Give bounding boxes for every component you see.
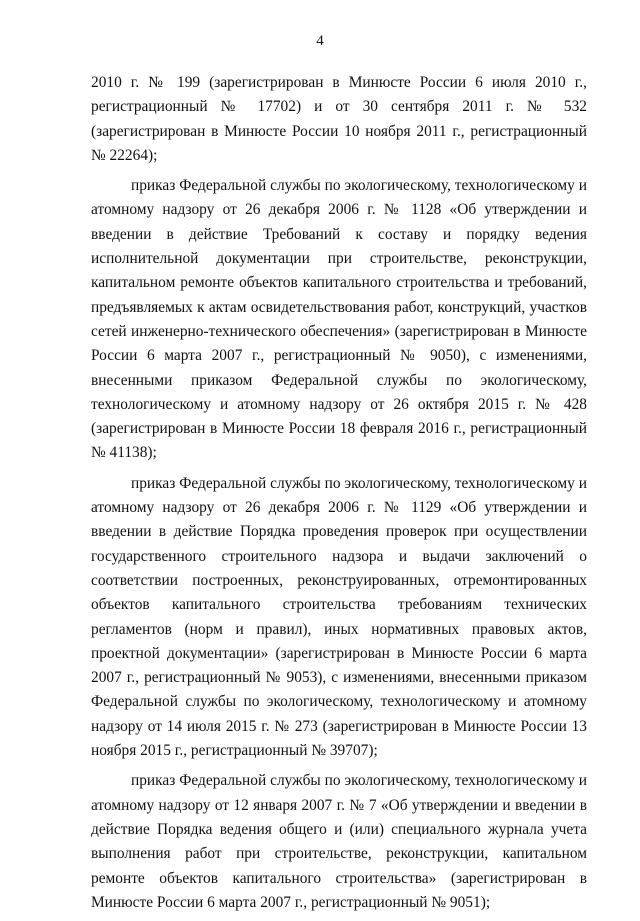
paragraph-order-1129: приказ Федеральной службы по экологическому, технологическому и атомному надзору от 26 декабря 2006 г. № 1129 «Об утверждении и введении в действие Порядка проведения проверок при осуществлении государственного строительного надзора и выдачи заключений о соответствии построенных, реконструированных, отремонтированных объектов капитального строительства требованиям технических регламентов (норм и правил), иных нормативных правовых актов, проектной документации» (зарегистрирован в Минюсте России 6 марта 2007 г., регистрационный № 9053), с изменениями, внесенными приказом Федеральной службы по экологическому, технологическому и атомному надзору от 14 июля 2015 г. № 273 (зарегистрирован в Минюсте России 13 ноября 2015 г., регистрационный № 39707); xyxy=(91,474,587,760)
paragraph-order-1128: приказ Федеральной службы по экологическому, технологическому и атомному надзору от 26 декабря 2006 г. № 1128 «Об утверждении и введении в действие Требований к составу и порядку ведения исполнительной документации при строительстве, реконструкции, капитальном ремонте объектов капитального строительства и требований, предъявляемых к актам освидетельствования работ, конструкций, участков сетей инженерно-технического обеспечения» (зарегистрирован в Минюсте России 6 марта 2007 г., регистрационный № 9050), с изменениями, внесенными приказом Федеральной службы по экологическому, технологическому и атомному надзору от 26 октября 2015 г. № 428 (зарегистрирован в Минюсте России 18 февраля 2016 г., регистрационный № 41138); xyxy=(91,177,587,462)
document-body xyxy=(91,71,587,921)
paragraph-order-7: приказ Федеральной службы по экологическому, технологическому и атомному надзору от 12 января 2007 г. № 7 «Об утверждении и введении в действие Порядка ведения общего и (или) специального журнала учета выполнения работ при строительстве, реконструкции, капитальном ремонте объектов капитального строительства» (зарегистрирован в Минюсте России 6 марта 2007 г., регистрационный № 9051); xyxy=(91,772,587,911)
page-number: 4 xyxy=(316,33,324,49)
paragraph-continuation: 2010 г. № 199 (зарегистрирован в Минюсте России 6 июля 2010 г., регистрационный № 17702) и от 30 сентября 2011 г. № 532 (зарегистрирован в Минюсте России 10 ноября 2011 г., регистрационный № 22264); xyxy=(91,74,587,164)
